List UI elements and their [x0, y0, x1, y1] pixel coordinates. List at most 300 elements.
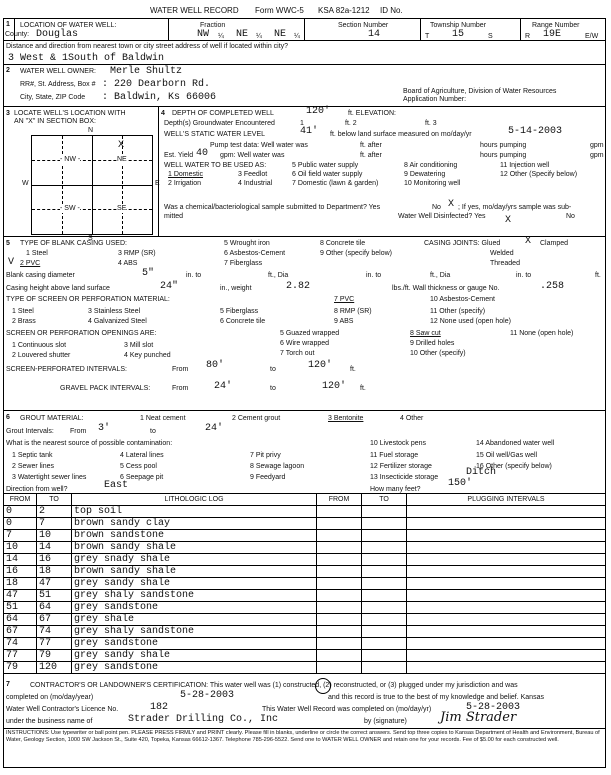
row-plug-from [317, 602, 362, 614]
static-date: 5-14-2003 [508, 126, 563, 137]
spi-from: 80' [206, 360, 225, 371]
opening-5: 5 Guazed wrapped [280, 330, 340, 337]
distance-value: 3 West & 1South of Baldwin [8, 53, 165, 64]
row-plugging [407, 554, 606, 566]
row-from: 47 [4, 590, 37, 602]
row-plug-from [317, 590, 362, 602]
row-plug-from [317, 566, 362, 578]
divider [32, 160, 152, 161]
gi-from: 3' [98, 423, 111, 434]
screen-8: 8 RMP (SR) [334, 308, 372, 315]
row-description: grey sandstone [72, 662, 317, 674]
row-plugging [407, 518, 606, 530]
section-3-number: 3 [6, 110, 10, 117]
ne-label: NE [117, 156, 127, 163]
row-to: 120 [37, 662, 72, 674]
diameter-in-to-3: in. to [516, 272, 532, 279]
row-description: brown sandy clay [72, 518, 317, 530]
well-location-mark: X [118, 140, 125, 151]
row-plug-to [362, 626, 407, 638]
section-box [31, 135, 153, 235]
township-t: T [425, 33, 430, 40]
contam-6: 6 Seepage pit [120, 474, 164, 481]
row-from: 0 [4, 518, 37, 530]
row-plug-to [362, 578, 407, 590]
contam-5: 5 Cess pool [120, 463, 157, 470]
divider [3, 410, 606, 411]
gw-1: 1 [300, 120, 304, 127]
row-description: brown sandy shale [72, 566, 317, 578]
contam-9: 9 Feedyard [250, 474, 286, 481]
divider [420, 18, 421, 40]
constructed-circle [315, 678, 331, 694]
row-to: 64 [37, 602, 72, 614]
contam-12: 12 Fertilizer storage [370, 463, 432, 470]
chem-mitted: mitted [164, 213, 184, 220]
row-description: top soil [72, 506, 317, 518]
row-from: 64 [4, 614, 37, 626]
col-plug-to: TO [362, 494, 407, 506]
signature-label: by (signature) [364, 718, 407, 725]
section-1-number: 1 [6, 21, 10, 28]
row-plug-to [362, 638, 407, 650]
use-label: WELL WATER TO BE USED AS: [164, 162, 267, 169]
table-row [4, 626, 606, 638]
instructions-text: INSTRUCTIONS: Use typewriter or ball point pen. PLEASE PRESS FIRMLY and PRINT clearly. Please fill in blanks, underline or circle the correct answers. Send top three copies to Kansas Department of Health and Environment, Bureau of Water, Geology Section, 1000 SW Jackson St., Suite 420, Topeka, Kansas 66612-1367. Telephone 785-296-5522. Send one to WATER WELL OWNER and retain one for your records. Fee of $5.00 for each constructed well. [6, 730, 600, 743]
gpi-from-label: From [172, 385, 189, 392]
location-label: LOCATION OF WATER WELL: [20, 22, 117, 29]
completed-rest: and this record is true to the best of my knowledge and belief. Kansas [328, 694, 544, 701]
row-to: 7 [37, 518, 72, 530]
township-value: 15 [452, 29, 465, 40]
row-plug-to [362, 650, 407, 662]
row-plugging [407, 542, 606, 554]
gpi-ft: ft. [360, 385, 366, 392]
lithologic-log-table [3, 493, 606, 674]
col-plug-from: FROM [317, 494, 362, 506]
license-label: Water Well Contractor's Licence No. [6, 706, 119, 713]
row-plug-to [362, 506, 407, 518]
row-description: grey shale [72, 614, 317, 626]
row-to: 67 [37, 614, 72, 626]
distance-label: Distance and direction from nearest town or city street address of well if located within city? [6, 43, 289, 50]
screen-6: 6 Concrete tile [220, 318, 266, 325]
row-to: 47 [37, 578, 72, 590]
opening-8: 8 Saw cut [410, 330, 441, 337]
grout-3: 3 Bentonite [328, 415, 364, 422]
spi-to: 120' [308, 360, 333, 371]
row-description: grey sandy shale [72, 650, 317, 662]
south-label: S [88, 235, 93, 242]
row-from: 74 [4, 638, 37, 650]
row-to: 51 [37, 590, 72, 602]
static-rest: ft. below land surface measured on mo/day/yr [330, 131, 472, 138]
opening-6: 6 Wire wrapped [280, 340, 330, 347]
joints-x: X [525, 236, 532, 247]
row-plugging [407, 602, 606, 614]
range-r: R [525, 33, 531, 40]
pump-after: ft. after [360, 142, 382, 149]
contam-4: 4 Lateral lines [120, 452, 164, 459]
row-from: 51 [4, 602, 37, 614]
use-10: 10 Monitoring well [404, 180, 461, 187]
row-from: 79 [4, 662, 37, 674]
form-title: WATER WELL RECORD [150, 6, 239, 15]
openings-label: SCREEN OR PERFORATION OPENINGS ARE: [6, 330, 157, 337]
clamped-label: Clamped [540, 240, 569, 247]
business-label: under the business name of [6, 718, 93, 725]
row-plug-from [317, 614, 362, 626]
yield-hours: hours pumping [480, 152, 527, 159]
divider [3, 106, 606, 107]
contam-15: 15 Oil well/Gas well [476, 452, 538, 459]
section-2-number: 2 [6, 67, 10, 74]
row-from: 10 [4, 542, 37, 554]
screen-1: 1 Steel [12, 308, 34, 315]
table-row [4, 602, 606, 614]
row-plug-from [317, 626, 362, 638]
section-5-number: 5 [6, 240, 10, 247]
gpi-to: 120' [322, 381, 347, 392]
business-value: Strader Drilling Co., Inc [128, 714, 279, 725]
row-plugging [407, 530, 606, 542]
opening-10: 10 Other (specify) [410, 350, 466, 357]
row-description: brown sandstone [72, 530, 317, 542]
contam-other: Ditch [466, 467, 497, 478]
section-number-label: Section Number [338, 22, 389, 29]
table-row [4, 578, 606, 590]
table-row [4, 662, 606, 674]
thickness-value: .258 [540, 281, 565, 292]
use-1: 1 Domestic [168, 171, 204, 178]
yield-gpm-2: gpm [590, 152, 604, 159]
pump-hours: hours pumping [480, 142, 527, 149]
row-description: grey snady shale [72, 554, 317, 566]
divider [304, 18, 305, 40]
range-label: Range Number [532, 22, 580, 29]
signature: Jim Strader [440, 710, 517, 725]
grout-4: 4 Other [400, 415, 424, 422]
row-description: grey shaly sandstone [72, 590, 317, 602]
county-label: County: [5, 31, 30, 38]
opening-3: 3 Mill slot [124, 342, 154, 349]
table-header-row [4, 494, 606, 506]
col-to: TO [37, 494, 72, 506]
divider [32, 209, 152, 210]
chem-rest: ; If yes, mo/day/yrs sample was sub- [458, 204, 572, 211]
yield-gpm: gpm: Well water was [220, 152, 285, 159]
contam-13: 13 Insecticide storage [370, 474, 439, 481]
row-to: 10 [37, 530, 72, 542]
table-row [4, 614, 606, 626]
record-label: This Water Well Record was completed on (mo/day/yr) [262, 706, 432, 713]
row-to: 2 [37, 506, 72, 518]
row-plugging [407, 590, 606, 602]
use-12: 12 Other (Specify below) [500, 171, 578, 178]
opening-11: 11 None (open hole) [510, 330, 574, 337]
row-plug-from [317, 638, 362, 650]
city-label: City, State, ZIP Code [20, 94, 86, 101]
feet-value: 150' [448, 478, 473, 489]
range-ew: E/W [585, 33, 599, 40]
row-plug-from [317, 662, 362, 674]
yield-value: 40 [196, 148, 209, 159]
row-to: 18 [37, 566, 72, 578]
contam-1: 1 Septic tank [12, 452, 53, 459]
certification-text: CONTRACTOR'S OR LANDOWNER'S CERTIFICATION: This water well was (1) constructed, (2) reconstructed, or (3) plugged under my jurisdiction and was [30, 682, 518, 689]
use-6: 6 Oil field water supply [292, 171, 363, 178]
opening-7: 7 Torch out [280, 350, 315, 357]
township-s: S [488, 33, 493, 40]
casing-1: 1 Steel [26, 250, 48, 257]
range-value: 19E [543, 29, 562, 40]
rr-value: : 220 Dearborn Rd. [102, 79, 211, 90]
row-plug-to [362, 518, 407, 530]
direction-value: East [104, 480, 129, 491]
row-plug-to [362, 614, 407, 626]
fraction-3: NE [274, 29, 287, 40]
feet-label: How many feet? [370, 486, 421, 493]
contamination-label: What is the nearest source of possible contamination: [6, 440, 173, 447]
row-plug-from [317, 518, 362, 530]
table-row [4, 590, 606, 602]
row-plugging [407, 506, 606, 518]
row-from: 0 [4, 506, 37, 518]
fraction-label: Fraction [200, 22, 226, 29]
use-11: 11 Injection well [500, 162, 550, 169]
contam-16: 16 Other (specify below) [476, 463, 552, 470]
license-value: 182 [150, 702, 169, 713]
weight-value: 2.82 [286, 281, 311, 292]
casing-8: 8 Concrete tile [320, 240, 366, 247]
city-value: : Baldwin, Ks 66006 [102, 92, 217, 103]
application-label: Application Number: [403, 96, 467, 103]
spi-to-label: to [270, 366, 276, 373]
contam-14: 14 Abandoned water well [476, 440, 555, 447]
depth-label: DEPTH OF COMPLETED WELL [172, 110, 274, 117]
county-value: Douglas [36, 29, 79, 40]
row-plugging [407, 566, 606, 578]
casing-3: 3 RMP (SR) [118, 250, 156, 257]
static-label: WELL'S STATIC WATER LEVEL [164, 131, 266, 138]
row-from: 18 [4, 578, 37, 590]
row-plug-from [317, 530, 362, 542]
row-plugging [407, 638, 606, 650]
row-description: grey sandstone [72, 638, 317, 650]
section-6-number: 6 [6, 414, 10, 421]
gi-from-label: From [70, 428, 87, 435]
gi-to: 24' [205, 423, 224, 434]
use-3: 3 Feedlot [238, 171, 268, 178]
chem-x: X [448, 199, 455, 210]
record-date: 5-28-2003 [466, 702, 521, 713]
row-plug-to [362, 662, 407, 674]
yield-after: ft. after [360, 152, 382, 159]
board-text: Board of Agriculture, Division of Water Resources [403, 88, 557, 95]
table-row [4, 542, 606, 554]
quarter-mark: ¼ [294, 33, 300, 40]
table-row [4, 650, 606, 662]
elevation-label: ft. ELEVATION: [348, 110, 396, 117]
locate-label: LOCATE WELL'S LOCATION WITH [14, 110, 126, 117]
static-value: 41' [300, 126, 319, 137]
pvc-mark: V [8, 257, 15, 268]
row-plugging [407, 614, 606, 626]
row-description: grey shaly sandstone [72, 626, 317, 638]
row-plugging [407, 578, 606, 590]
row-plug-from [317, 650, 362, 662]
grout-2: 2 Cement grout [232, 415, 281, 422]
sw-label: - SW - [60, 205, 80, 212]
col-lithologic-log: LITHOLOGIC LOG [72, 494, 317, 506]
quarter-mark: ¼ [218, 33, 224, 40]
owner-label: WATER WELL OWNER: [20, 68, 96, 75]
gw-2: ft. 2 [345, 120, 357, 127]
row-description: grey sandstone [72, 602, 317, 614]
north-label: N [88, 127, 94, 134]
threaded-label: Threaded [490, 260, 520, 267]
table-row [4, 566, 606, 578]
divider [3, 64, 606, 65]
direction-label: Direction from well? [6, 486, 68, 493]
rr-label: RR#, St. Address, Box # [20, 81, 96, 88]
table-row [4, 518, 606, 530]
row-plug-from [317, 506, 362, 518]
spi-label: SCREEN-PERFORATED INTERVALS: [6, 366, 127, 373]
use-7: 7 Domestic (lawn & garden) [292, 180, 379, 187]
east-label: E [155, 180, 160, 187]
row-to: 79 [37, 650, 72, 662]
gpi-label: GRAVEL PACK INTERVALS: [60, 385, 151, 392]
screen-2: 2 Brass [12, 318, 36, 325]
diameter-in-to: in. to [186, 272, 202, 279]
section-4-number: 4 [161, 110, 165, 117]
diameter-ft: ft. [595, 272, 601, 279]
diameter-label: Blank casing diameter [6, 272, 75, 279]
quarter-mark: ¼ [256, 33, 262, 40]
opening-1: 1 Continuous slot [12, 342, 67, 349]
screen-11: 11 Other (specify) [430, 308, 486, 315]
table-row [4, 554, 606, 566]
groundwater-label: Depth(s) Groundwater Encountered [164, 120, 275, 127]
row-plug-to [362, 554, 407, 566]
row-from: 7 [4, 530, 37, 542]
row-plug-to [362, 530, 407, 542]
pump-gpm: gpm [590, 142, 604, 149]
locate-label-2: AN "X" IN SECTION BOX: [14, 118, 96, 125]
screen-label: TYPE OF SCREEN OR PERFORATION MATERIAL: [6, 296, 170, 303]
row-plugging [407, 662, 606, 674]
spi-ft: ft. [350, 366, 356, 373]
gpi-from: 24' [214, 381, 233, 392]
contam-8: 8 Sewage lagoon [250, 463, 305, 470]
row-plug-to [362, 542, 407, 554]
casing-5: 5 Wrought iron [224, 240, 270, 247]
casing-label: TYPE OF BLANK CASING USED: [20, 240, 127, 247]
contam-10: 10 Livestock pens [370, 440, 427, 447]
casing-4: 4 ABS [118, 260, 138, 267]
divider [62, 136, 63, 234]
pump-label: Pump test data: Well water was [210, 142, 308, 149]
grout-1: 1 Neat cement [140, 415, 186, 422]
gw-3: ft. 3 [425, 120, 437, 127]
table-row [4, 638, 606, 650]
row-plugging [407, 650, 606, 662]
row-description: grey sandy shale [72, 578, 317, 590]
log-body [4, 506, 606, 674]
casing-7: 7 Fiberglass [224, 260, 263, 267]
yield-label: Est. Yield [164, 152, 194, 159]
use-8: 8 Air conditioning [404, 162, 458, 169]
diameter-value: 5" [142, 268, 155, 279]
west-label: W [22, 180, 29, 187]
row-from: 67 [4, 626, 37, 638]
row-plug-to [362, 566, 407, 578]
screen-4: 4 Galvanized Steel [88, 318, 147, 325]
thickness-label: lbs./ft. Wall thickness or gauge No. [392, 285, 500, 292]
row-to: 16 [37, 554, 72, 566]
diameter-in-to-2: in. to [366, 272, 382, 279]
contam-11: 11 Fuel storage [370, 452, 419, 459]
fraction-2: NE [236, 29, 249, 40]
chem-no: No [432, 204, 441, 211]
gi-to-label: to [150, 428, 156, 435]
screen-5: 5 Fiberglass [220, 308, 259, 315]
owner-value: Merle Shultz [110, 66, 183, 77]
welded-label: Welded [490, 250, 514, 257]
col-plugging-intervals: PLUGGING INTERVALS [407, 494, 606, 506]
row-plug-from [317, 578, 362, 590]
section-7-number: 7 [6, 681, 10, 688]
id-label: ID No. [380, 6, 403, 15]
nw-label: - NW - [60, 156, 81, 163]
grout-intervals-label: Grout Intervals: [6, 428, 54, 435]
joints-label: CASING JOINTS: Glued [424, 240, 501, 247]
disinfect-no: No [566, 213, 575, 220]
contam-3: 3 Watertight sewer lines [12, 474, 87, 481]
fraction-1: NW [197, 29, 210, 40]
row-plug-to [362, 602, 407, 614]
contam-7: 7 Pit privy [250, 452, 281, 459]
divider [3, 236, 606, 237]
depth-value: 120' [306, 106, 331, 117]
casing-9: 9 Other (specify below) [320, 250, 392, 257]
spi-from-label: From [172, 366, 189, 373]
row-to: 77 [37, 638, 72, 650]
disinfect-label: Water Well Disinfected? Yes [398, 213, 486, 220]
use-2: 2 Irrigation [168, 180, 202, 187]
divider [3, 40, 606, 41]
divider [158, 106, 159, 236]
use-9: 9 Dewatering [404, 171, 446, 178]
completed-label: completed on (mo/day/year) [6, 694, 94, 701]
weight-label: in., weight [220, 285, 252, 292]
disinfect-x: X [505, 215, 512, 226]
township-label: Township Number [430, 22, 487, 29]
se-label: SE [117, 205, 127, 212]
row-plugging [407, 626, 606, 638]
divider [520, 18, 521, 40]
use-4: 4 Industrial [238, 180, 273, 187]
screen-3: 3 Stainless Steel [88, 308, 141, 315]
opening-4: 4 Key punched [124, 352, 171, 359]
completed-date: 5-28-2003 [180, 690, 235, 701]
col-from: FROM [4, 494, 37, 506]
gpi-to-label: to [270, 385, 276, 392]
row-from: 77 [4, 650, 37, 662]
form-number: Form WWC-5 [255, 6, 304, 15]
use-5: 5 Public water supply [292, 162, 359, 169]
